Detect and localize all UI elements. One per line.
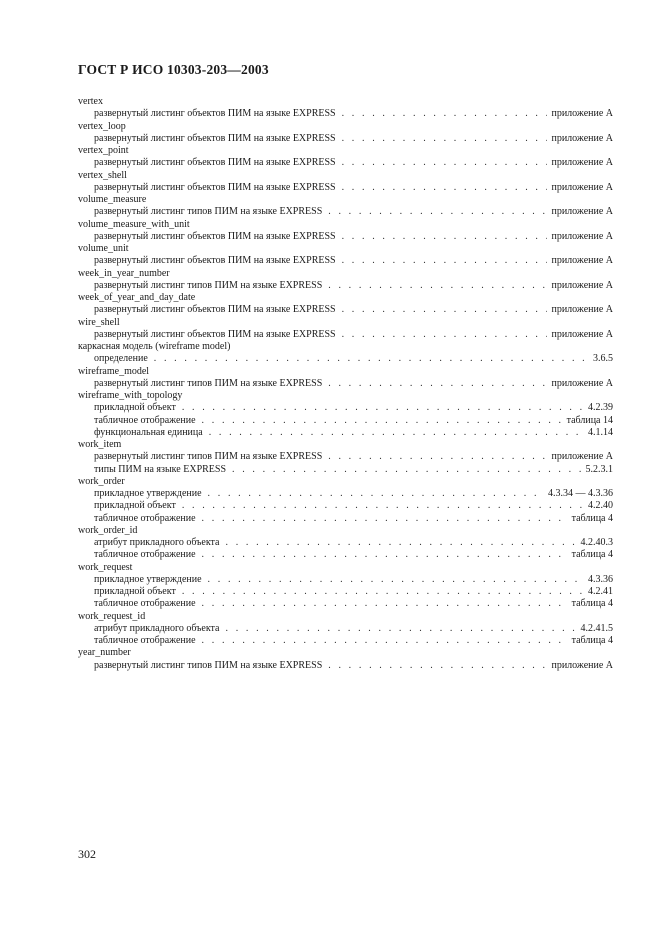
index-term: volume_unit bbox=[78, 243, 129, 254]
dot-leader bbox=[208, 574, 584, 586]
entry-label: развернутый листинг типов ПИМ на языке EXPRESS bbox=[94, 279, 323, 291]
index-entry bbox=[78, 488, 613, 500]
entry-label: прикладное утверждение bbox=[94, 488, 202, 499]
index-term: vertex_shell bbox=[78, 169, 127, 181]
entry-label: прикладной объект bbox=[94, 402, 176, 414]
index-entry bbox=[78, 415, 613, 427]
index-term: volume_measure bbox=[78, 194, 147, 205]
dot-leader bbox=[182, 500, 584, 512]
entry-reference: приложение А bbox=[551, 451, 613, 463]
dot-leader bbox=[328, 660, 547, 672]
entry-reference: приложение А bbox=[551, 132, 613, 144]
index-entry bbox=[78, 182, 613, 194]
index-term: vertex_point bbox=[78, 145, 129, 156]
index-entry bbox=[78, 451, 613, 463]
entry-reference: 4.3.36 bbox=[588, 573, 613, 585]
entry-reference: 5.2.3.1 bbox=[585, 463, 613, 475]
entry-label: развернутый листинг объектов ПИМ на языке EXPRESS bbox=[94, 132, 336, 144]
entry-label: табличное отображение bbox=[94, 598, 196, 610]
entry-label: развернутый листинг объектов ПИМ на языке EXPRESS bbox=[94, 230, 336, 242]
index-term: work_order bbox=[78, 475, 125, 487]
entry-label: функциональная единица bbox=[94, 426, 203, 438]
dot-leader bbox=[342, 157, 548, 169]
dot-leader bbox=[342, 304, 548, 316]
entry-reference: 4.2.39 bbox=[588, 402, 613, 414]
dot-leader bbox=[182, 402, 584, 414]
dot-leader bbox=[202, 598, 568, 610]
dot-leader bbox=[154, 353, 589, 365]
index-term: vertex bbox=[78, 96, 103, 107]
index-entry bbox=[78, 500, 613, 512]
dot-leader bbox=[342, 329, 548, 341]
index-term: vertex_loop bbox=[78, 120, 126, 132]
entry-reference: приложение А bbox=[551, 304, 613, 316]
dot-leader bbox=[209, 427, 584, 439]
entry-reference: 4.2.40.3 bbox=[580, 537, 613, 548]
index-entry bbox=[78, 402, 613, 414]
entry-label: прикладной объект bbox=[94, 500, 176, 512]
entry-reference: таблица 14 bbox=[566, 414, 613, 426]
index-entry bbox=[78, 255, 613, 267]
dot-leader bbox=[232, 464, 581, 476]
entry-reference: 4.2.41.5 bbox=[580, 622, 613, 634]
index-entry bbox=[78, 464, 613, 476]
entry-reference: приложение А bbox=[551, 377, 613, 389]
entry-label: табличное отображение bbox=[94, 549, 196, 561]
entry-label: прикладной объект bbox=[94, 586, 176, 597]
dot-leader bbox=[342, 182, 548, 194]
entry-reference: 3.6.5 bbox=[593, 353, 613, 365]
index-entry bbox=[78, 133, 613, 145]
entry-reference: приложение А bbox=[551, 108, 613, 120]
dot-leader bbox=[328, 451, 547, 463]
entry-reference: 4.3.34 — 4.3.36 bbox=[548, 488, 613, 499]
entry-reference: таблица 4 bbox=[571, 635, 613, 646]
index-entry bbox=[78, 427, 613, 439]
dot-leader bbox=[226, 623, 577, 635]
dot-leader bbox=[182, 586, 584, 598]
entry-label: развернутый листинг типов ПИМ на языке EXPRESS bbox=[94, 451, 323, 463]
dot-leader bbox=[202, 513, 568, 525]
entry-label: развернутый листинг типов ПИМ на языке EXPRESS bbox=[94, 659, 323, 671]
index-entry bbox=[78, 231, 613, 243]
dot-leader bbox=[208, 488, 544, 500]
entry-reference: приложение А bbox=[551, 279, 613, 291]
index-term: volume_measure_with_unit bbox=[78, 218, 190, 230]
index-entry bbox=[78, 280, 613, 292]
index-term: work_request_id bbox=[78, 610, 146, 622]
index-term: work_order_id bbox=[78, 524, 138, 536]
index-term: year_number bbox=[78, 647, 131, 659]
index-term: work_item bbox=[78, 439, 122, 450]
entry-label: прикладное утверждение bbox=[94, 573, 202, 585]
entry-reference: таблица 4 bbox=[571, 549, 613, 561]
index-entry bbox=[78, 304, 613, 316]
dot-leader bbox=[202, 549, 568, 561]
entry-label: табличное отображение bbox=[94, 414, 196, 426]
index-entry bbox=[78, 108, 613, 120]
index-entry bbox=[78, 660, 613, 672]
entry-label: атрибут прикладного объекта bbox=[94, 622, 220, 634]
index-entry bbox=[78, 513, 613, 525]
index-entry bbox=[78, 623, 613, 635]
index-entry bbox=[78, 329, 613, 341]
dot-leader bbox=[202, 415, 563, 427]
index-term: wireframe_with_topology bbox=[78, 390, 183, 401]
index-entry bbox=[78, 574, 613, 586]
entry-reference: приложение А bbox=[551, 328, 613, 340]
index-entry bbox=[78, 353, 613, 365]
entry-reference: приложение А bbox=[551, 230, 613, 242]
entry-reference: 4.2.40 bbox=[588, 500, 613, 512]
index-term: week_in_year_number bbox=[78, 267, 170, 279]
entry-label: определение bbox=[94, 353, 148, 365]
entry-label: развернутый листинг типов ПИМ на языке EXPRESS bbox=[94, 206, 323, 218]
dot-leader bbox=[342, 255, 548, 267]
entry-reference: приложение А bbox=[551, 659, 613, 671]
entry-reference: приложение А bbox=[551, 181, 613, 193]
dot-leader bbox=[328, 206, 547, 218]
subject-index bbox=[78, 96, 613, 672]
entry-reference: таблица 4 bbox=[571, 512, 613, 524]
index-entry bbox=[78, 635, 613, 647]
index-term: work_request bbox=[78, 561, 133, 573]
entry-reference: 4.2.41 bbox=[588, 586, 613, 597]
entry-label: табличное отображение bbox=[94, 512, 196, 524]
index-entry bbox=[78, 598, 613, 610]
index-entry bbox=[78, 537, 613, 549]
index-term: wire_shell bbox=[78, 316, 120, 328]
entry-label: развернутый листинг объектов ПИМ на языке EXPRESS bbox=[94, 157, 336, 169]
entry-label: табличное отображение bbox=[94, 635, 196, 646]
dot-leader bbox=[342, 231, 548, 243]
entry-reference: таблица 4 bbox=[571, 598, 613, 610]
index-entry bbox=[78, 157, 613, 169]
dot-leader bbox=[342, 133, 548, 145]
entry-label: развернутый листинг объектов ПИМ на языке EXPRESS bbox=[94, 108, 336, 120]
entry-label: развернутый листинг объектов ПИМ на языке EXPRESS bbox=[94, 181, 336, 193]
page-number: 302 bbox=[78, 847, 96, 861]
entry-label: развернутый листинг типов ПИМ на языке EXPRESS bbox=[94, 377, 323, 389]
index-entry bbox=[78, 206, 613, 218]
entry-label: развернутый листинг объектов ПИМ на языке EXPRESS bbox=[94, 328, 336, 340]
entry-label: атрибут прикладного объекта bbox=[94, 537, 220, 548]
dot-leader bbox=[226, 537, 577, 549]
dot-leader bbox=[328, 378, 547, 390]
index-entry bbox=[78, 586, 613, 598]
index-term: week_of_year_and_day_date bbox=[78, 292, 196, 303]
entry-reference: 4.1.14 bbox=[588, 426, 613, 438]
entry-reference: приложение А bbox=[551, 157, 613, 169]
index-term: wireframe_model bbox=[78, 365, 150, 377]
document-header: ГОСТ Р ИСО 10303-203—2003 bbox=[78, 62, 269, 77]
dot-leader bbox=[202, 635, 568, 647]
entry-reference: приложение А bbox=[551, 206, 613, 218]
dot-leader bbox=[328, 280, 547, 292]
entry-label: развернутый листинг объектов ПИМ на языке EXPRESS bbox=[94, 304, 336, 316]
entry-label: типы ПИМ на языке EXPRESS bbox=[94, 463, 227, 475]
index-entry bbox=[78, 378, 613, 390]
index-entry bbox=[78, 549, 613, 561]
entry-reference: приложение А bbox=[551, 255, 613, 267]
entry-label: развернутый листинг объектов ПИМ на языке EXPRESS bbox=[94, 255, 336, 267]
dot-leader bbox=[342, 108, 548, 120]
index-term: каркасная модель (wireframe model) bbox=[78, 341, 231, 352]
